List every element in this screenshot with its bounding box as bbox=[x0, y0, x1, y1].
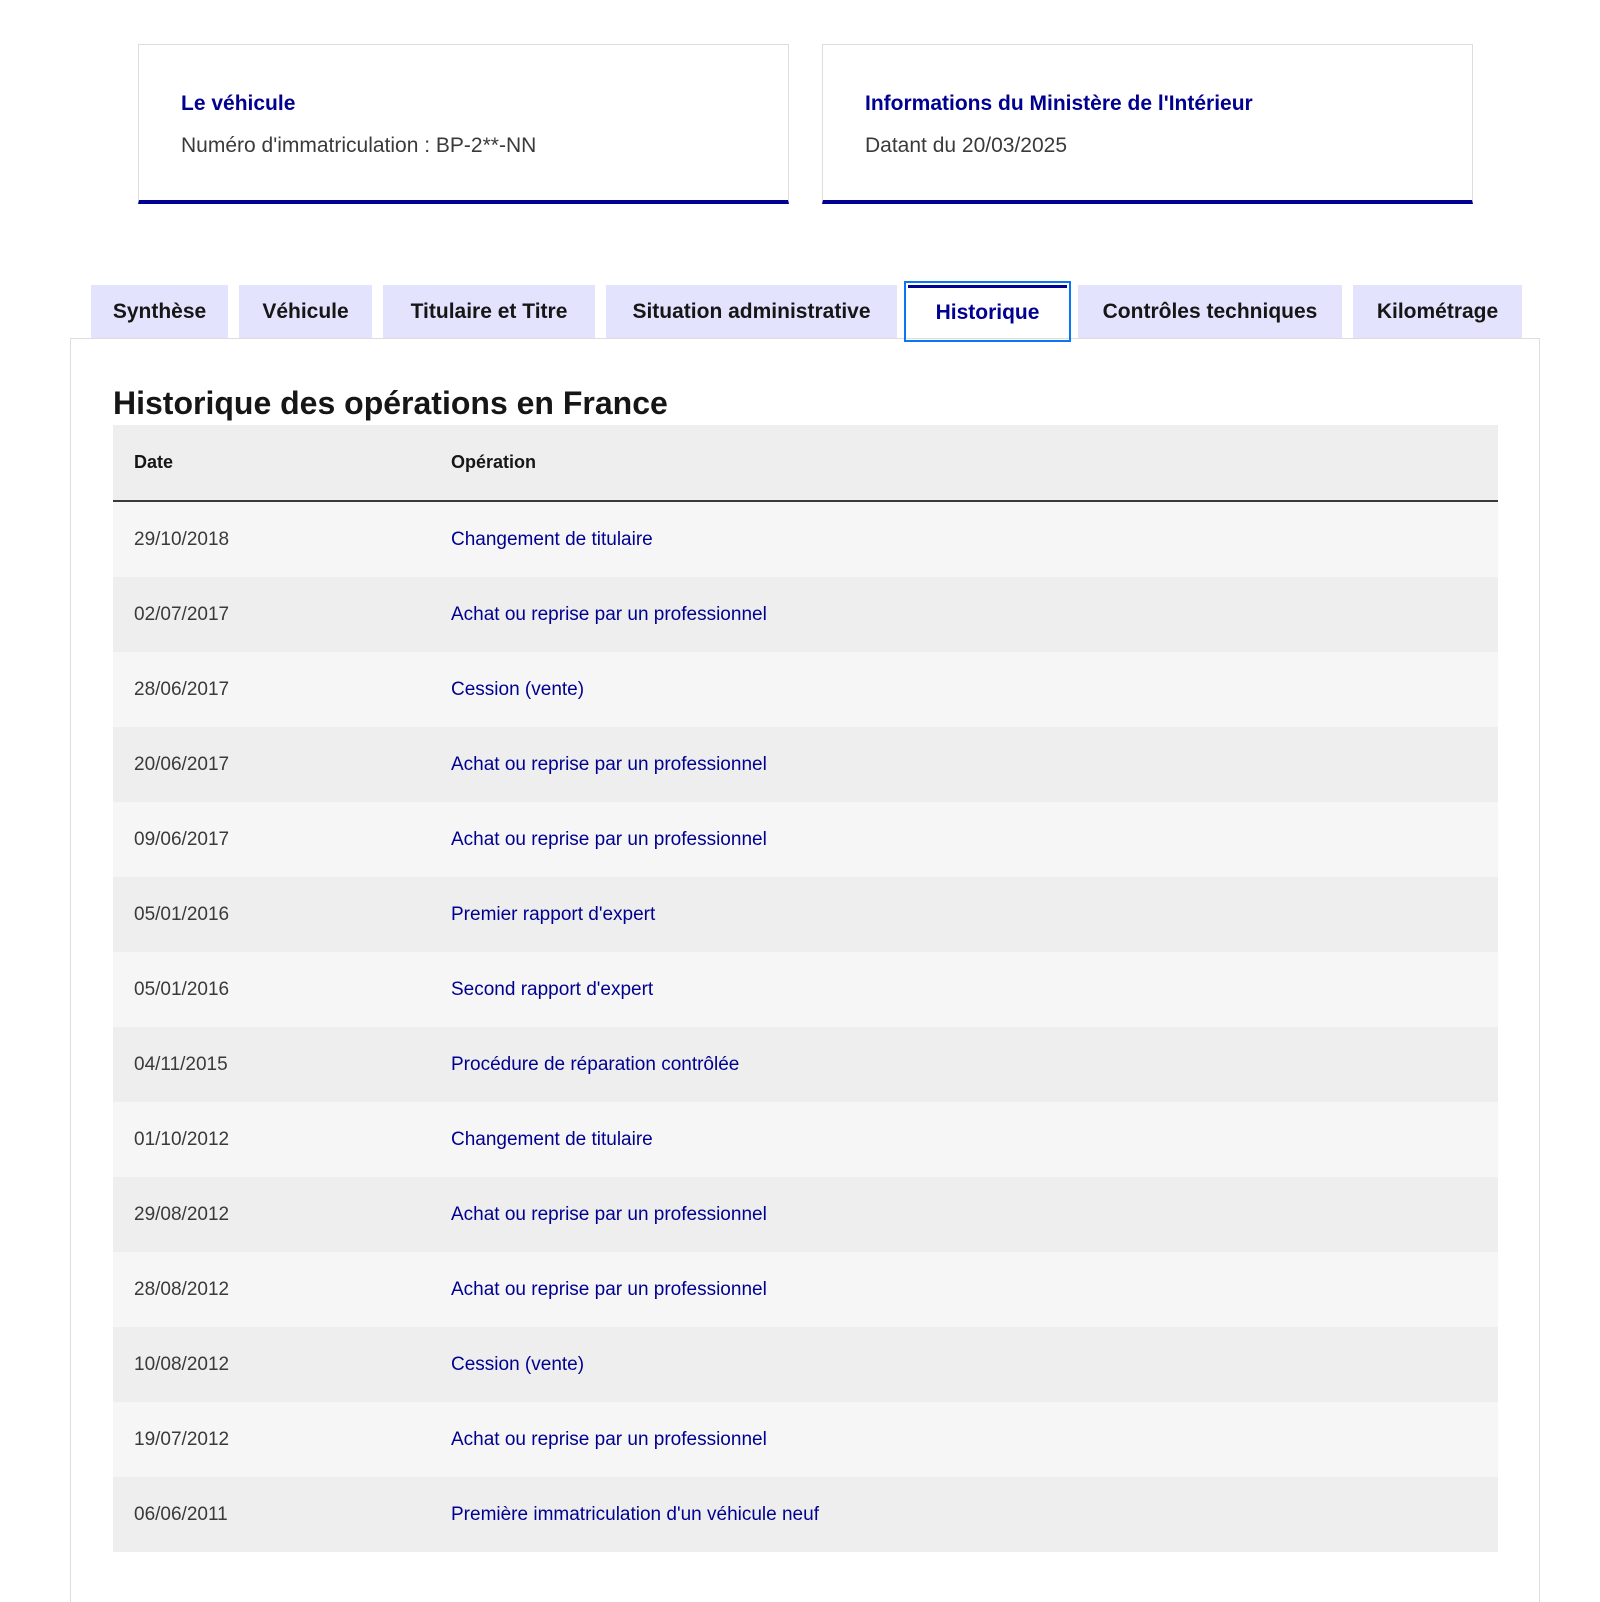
row-operation: Premier rapport d'expert bbox=[451, 903, 656, 925]
data-date: Datant du 20/03/2025 bbox=[865, 134, 1068, 157]
tab-list bbox=[91, 285, 1533, 338]
row-date: 05/01/2016 bbox=[134, 978, 230, 1000]
tab-situation-administrative[interactable]: Situation administrative bbox=[606, 285, 897, 338]
row-operation: Changement de titulaire bbox=[451, 1128, 653, 1150]
table-row bbox=[113, 952, 1498, 1027]
operations-table bbox=[113, 425, 1498, 1552]
row-operation: Achat ou reprise par un professionnel bbox=[451, 1203, 767, 1225]
registration-number: Numéro d'immatriculation : BP-2**-NN bbox=[181, 134, 537, 157]
row-date: 09/06/2017 bbox=[134, 828, 230, 850]
column-header-date: Date bbox=[134, 452, 174, 472]
row-date: 10/08/2012 bbox=[134, 1353, 230, 1375]
row-date: 01/10/2012 bbox=[134, 1128, 230, 1150]
tab-vehicule[interactable]: Véhicule bbox=[239, 285, 372, 338]
vehicle-card bbox=[138, 44, 789, 204]
tab-controles-techniques[interactable]: Contrôles techniques bbox=[1078, 285, 1342, 338]
row-operation: Achat ou reprise par un professionnel bbox=[451, 828, 767, 850]
panel-title: Historique des opérations en France bbox=[113, 385, 668, 421]
table-row bbox=[113, 1477, 1498, 1552]
table-row bbox=[113, 652, 1498, 727]
table-row bbox=[113, 802, 1498, 877]
ministry-info-card bbox=[822, 44, 1473, 204]
tab-synthese[interactable]: Synthèse bbox=[91, 285, 228, 338]
row-date: 20/06/2017 bbox=[134, 753, 230, 775]
row-date: 02/07/2017 bbox=[134, 603, 230, 625]
tab-kilometrage[interactable]: Kilométrage bbox=[1353, 285, 1522, 338]
row-operation: Achat ou reprise par un professionnel bbox=[451, 603, 767, 625]
table-row bbox=[113, 1102, 1498, 1177]
row-date: 28/06/2017 bbox=[134, 678, 230, 700]
table-header bbox=[113, 425, 1498, 502]
row-operation: Procédure de réparation contrôlée bbox=[451, 1053, 740, 1075]
row-operation: Achat ou reprise par un professionnel bbox=[451, 753, 767, 775]
table-row bbox=[113, 1327, 1498, 1402]
column-header-operation: Opération bbox=[451, 452, 537, 472]
row-operation: Achat ou reprise par un professionnel bbox=[451, 1278, 767, 1300]
row-date: 04/11/2015 bbox=[134, 1053, 228, 1075]
row-operation: Cession (vente) bbox=[451, 678, 585, 700]
row-operation: Cession (vente) bbox=[451, 1353, 585, 1375]
tab-historique[interactable]: Historique bbox=[908, 285, 1067, 338]
table-row bbox=[113, 877, 1498, 952]
table-row bbox=[113, 1402, 1498, 1477]
historique-panel bbox=[70, 338, 1540, 1602]
ministry-card-title: Informations du Ministère de l'Intérieur bbox=[865, 92, 1253, 115]
table-row bbox=[113, 727, 1498, 802]
table-row bbox=[113, 1177, 1498, 1252]
table-row bbox=[113, 502, 1498, 577]
row-date: 29/08/2012 bbox=[134, 1203, 230, 1225]
table-row bbox=[113, 1252, 1498, 1327]
vehicle-card-title: Le véhicule bbox=[181, 92, 296, 115]
row-operation: Changement de titulaire bbox=[451, 528, 653, 550]
row-operation: Second rapport d'expert bbox=[451, 978, 654, 1000]
row-date: 19/07/2012 bbox=[134, 1428, 230, 1450]
row-date: 29/10/2018 bbox=[134, 528, 230, 550]
row-date: 28/08/2012 bbox=[134, 1278, 230, 1300]
row-date: 05/01/2016 bbox=[134, 903, 230, 925]
table-row bbox=[113, 577, 1498, 652]
row-operation: Première immatriculation d'un véhicule neuf bbox=[451, 1503, 819, 1525]
table-body bbox=[113, 502, 1498, 1552]
row-date: 06/06/2011 bbox=[134, 1503, 228, 1525]
tab-titulaire-et-titre[interactable]: Titulaire et Titre bbox=[383, 285, 595, 338]
table-row bbox=[113, 1027, 1498, 1102]
row-operation: Achat ou reprise par un professionnel bbox=[451, 1428, 767, 1450]
